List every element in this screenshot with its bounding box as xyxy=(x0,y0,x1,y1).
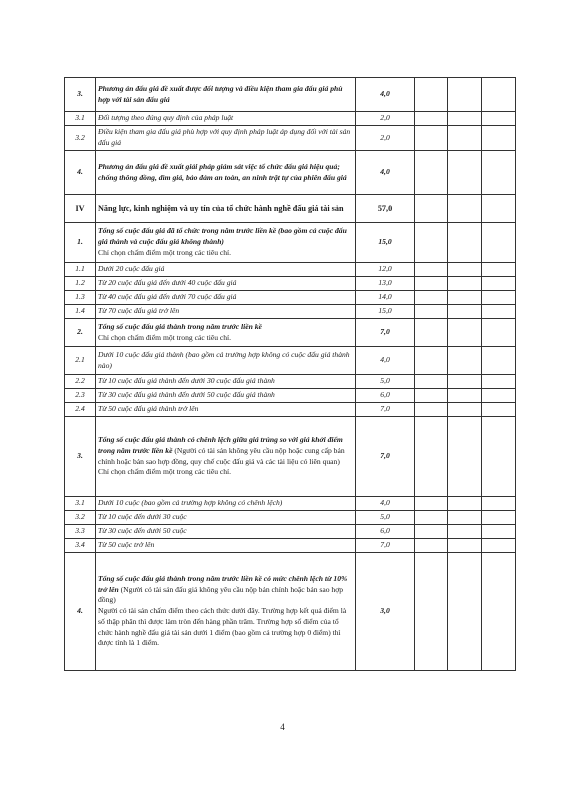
empty-score-cell xyxy=(482,78,516,112)
empty-score-cell xyxy=(448,112,482,126)
max-score: 15,0 xyxy=(356,223,415,263)
empty-score-cell xyxy=(415,319,448,347)
table-row xyxy=(65,151,516,195)
criterion-number: 3.1 xyxy=(65,497,96,511)
criterion-number: 3.2 xyxy=(65,511,96,525)
empty-score-cell xyxy=(448,291,482,305)
criterion-text-cell xyxy=(96,375,356,389)
empty-score-cell xyxy=(448,375,482,389)
criterion-text-cell xyxy=(96,291,356,305)
max-score: 7,0 xyxy=(356,403,415,417)
criterion-text: Từ 50 cuộc trở lên xyxy=(98,540,155,550)
empty-score-cell xyxy=(415,277,448,291)
empty-score-cell xyxy=(448,305,482,319)
criterion-text: Từ 20 cuộc đấu giá đến dưới 40 cuộc đấu giá xyxy=(98,278,237,288)
max-score: 5,0 xyxy=(356,511,415,525)
criterion-text: Từ 50 cuộc đấu giá thành trở lên xyxy=(98,404,199,414)
table-row xyxy=(65,223,516,263)
max-score: 4,0 xyxy=(356,347,415,375)
empty-score-cell xyxy=(482,305,516,319)
criterion-text-cell xyxy=(96,553,356,671)
criterion-number: 2.4 xyxy=(65,403,96,417)
empty-score-cell xyxy=(448,511,482,525)
criterion-text: Dưới 10 cuộc (bao gồm cả trường hợp không có chênh lệch) xyxy=(98,498,283,508)
max-score: 4,0 xyxy=(356,151,415,195)
criterion-number: 1.4 xyxy=(65,305,96,319)
criterion-number: 3.1 xyxy=(65,112,96,126)
max-score: 7,0 xyxy=(356,319,415,347)
criterion-text: Phương án đấu giá đề xuất giải pháp giám sát việc tổ chức đấu giá hiệu quả; chống thông đồng, dìm giá, bảo đảm an toàn, an ninh trật tự của phiên đấu giá xyxy=(98,161,347,182)
empty-score-cell xyxy=(415,126,448,151)
criterion-text: Tổng số cuộc đấu giá thành trong năm trước liền kề xyxy=(98,321,262,331)
empty-score-cell xyxy=(415,195,448,223)
criterion-text-cell xyxy=(96,319,356,347)
criterion-number: 1.3 xyxy=(65,291,96,305)
max-score: 3,0 xyxy=(356,553,415,671)
max-score: 2,0 xyxy=(356,112,415,126)
criterion-text-cell xyxy=(96,497,356,511)
empty-score-cell xyxy=(415,539,448,553)
empty-score-cell xyxy=(415,78,448,112)
criterion-text: Điều kiện tham gia đấu giá phù hợp với quy định pháp luật áp dụng đối với tài sản đấu giá xyxy=(98,127,351,147)
empty-score-cell xyxy=(415,305,448,319)
criterion-text-cell xyxy=(96,112,356,126)
criterion-note: Chỉ chọn chấm điểm một trong các tiêu chí. xyxy=(98,467,232,477)
empty-score-cell xyxy=(415,389,448,403)
empty-score-cell xyxy=(448,223,482,263)
table-row xyxy=(65,263,516,277)
empty-score-cell xyxy=(415,553,448,671)
criterion-text: Dưới 20 cuộc đấu giá xyxy=(98,264,165,274)
criterion-number: 1.2 xyxy=(65,277,96,291)
empty-score-cell xyxy=(415,347,448,375)
empty-score-cell xyxy=(415,223,448,263)
empty-score-cell xyxy=(482,389,516,403)
criterion-text: Đối tượng theo đúng quy định của pháp luật xyxy=(98,113,234,123)
criterion-text: Phương án đấu giá đề xuất được đối tượng và điều kiện tham gia đấu giá phù hợp với tài sản đấu giá xyxy=(98,83,343,104)
max-score: 13,0 xyxy=(356,277,415,291)
criterion-number: 2.2 xyxy=(65,375,96,389)
table-row xyxy=(65,305,516,319)
empty-score-cell xyxy=(448,277,482,291)
empty-score-cell xyxy=(482,263,516,277)
empty-score-cell xyxy=(482,511,516,525)
empty-score-cell xyxy=(482,112,516,126)
empty-score-cell xyxy=(415,417,448,497)
criterion-inline-note: (Người có tài sản không yêu cầu nộp hoặc cung cấp bản chính hoặc bản sao hợp đồng, quy chế cuộc đấu giá và các tài liệu có liên quan) xyxy=(98,445,345,466)
empty-score-cell xyxy=(448,263,482,277)
max-score: 15,0 xyxy=(356,305,415,319)
max-score: 5,0 xyxy=(356,375,415,389)
table-row xyxy=(65,511,516,525)
criterion-number: 3.4 xyxy=(65,539,96,553)
criterion-text: Từ 30 cuộc đến dưới 50 cuộc xyxy=(98,526,187,536)
criterion-text: Từ 40 cuộc đấu giá đến dưới 70 cuộc đấu giá xyxy=(98,292,237,302)
empty-score-cell xyxy=(482,151,516,195)
empty-score-cell xyxy=(448,553,482,671)
criterion-text-cell xyxy=(96,78,356,112)
criterion-text: Năng lực, kinh nghiệm và uy tín của tổ chức hành nghề đấu giá tài sản xyxy=(98,203,344,213)
table-row xyxy=(65,553,516,671)
empty-score-cell xyxy=(415,291,448,305)
empty-score-cell xyxy=(448,195,482,223)
empty-score-cell xyxy=(482,195,516,223)
criterion-note: Chỉ chọn chấm điểm một trong các tiêu chí. xyxy=(98,247,232,257)
empty-score-cell xyxy=(482,497,516,511)
criterion-text-cell xyxy=(96,539,356,553)
scoring-table xyxy=(64,77,516,671)
empty-score-cell xyxy=(482,403,516,417)
empty-score-cell xyxy=(415,511,448,525)
table-row xyxy=(65,112,516,126)
criterion-text-cell xyxy=(96,277,356,291)
criterion-text-cell xyxy=(96,525,356,539)
max-score: 6,0 xyxy=(356,525,415,539)
table-row xyxy=(65,319,516,347)
table-row xyxy=(65,497,516,511)
empty-score-cell xyxy=(482,417,516,497)
empty-score-cell xyxy=(448,539,482,553)
table-row xyxy=(65,347,516,375)
scoring-table-body xyxy=(65,78,516,671)
empty-score-cell xyxy=(448,389,482,403)
empty-score-cell xyxy=(415,112,448,126)
criterion-text: Dưới 10 cuộc đấu giá thành (bao gồm cả trường hợp không có cuộc đấu giá thành nào) xyxy=(98,349,350,370)
empty-score-cell xyxy=(448,417,482,497)
max-score: 4,0 xyxy=(356,497,415,511)
empty-score-cell xyxy=(448,497,482,511)
page-number: 4 xyxy=(280,722,285,732)
empty-score-cell xyxy=(448,78,482,112)
criterion-number: 3.3 xyxy=(65,525,96,539)
max-score: 6,0 xyxy=(356,389,415,403)
max-score: 2,0 xyxy=(356,126,415,151)
max-score: 7,0 xyxy=(356,417,415,497)
criterion-text-cell xyxy=(96,151,356,195)
criterion-number: 1. xyxy=(65,223,96,263)
max-score: 12,0 xyxy=(356,263,415,277)
criterion-text: Tổng số cuộc đấu giá thành có chênh lệch giữa giá trúng so với giá khởi điểm trong năm trước liền kề xyxy=(98,434,343,455)
criterion-text-cell xyxy=(96,511,356,525)
empty-score-cell xyxy=(482,525,516,539)
empty-score-cell xyxy=(482,291,516,305)
table-row xyxy=(65,195,516,223)
empty-score-cell xyxy=(448,151,482,195)
empty-score-cell xyxy=(415,151,448,195)
empty-score-cell xyxy=(415,263,448,277)
criterion-text: Từ 10 cuộc đấu giá thành đến dưới 30 cuộc đấu giá thành xyxy=(98,376,275,386)
criterion-number: 4. xyxy=(65,151,96,195)
empty-score-cell xyxy=(482,223,516,263)
criterion-number: 2.1 xyxy=(65,347,96,375)
criterion-text: Từ 10 cuộc đến dưới 30 cuộc xyxy=(98,512,187,522)
empty-score-cell xyxy=(415,497,448,511)
empty-score-cell xyxy=(482,277,516,291)
table-row xyxy=(65,525,516,539)
criterion-text-cell xyxy=(96,263,356,277)
table-row xyxy=(65,78,516,112)
max-score: 57,0 xyxy=(356,195,415,223)
criterion-number: 2.3 xyxy=(65,389,96,403)
empty-score-cell xyxy=(482,347,516,375)
criterion-number: 2. xyxy=(65,319,96,347)
empty-score-cell xyxy=(448,403,482,417)
empty-score-cell xyxy=(448,347,482,375)
empty-score-cell xyxy=(482,375,516,389)
criterion-number: 3.2 xyxy=(65,126,96,151)
table-row xyxy=(65,539,516,553)
criterion-number: 3. xyxy=(65,417,96,497)
criterion-number: 3. xyxy=(65,78,96,112)
criterion-text-cell xyxy=(96,195,356,223)
criterion-number: 1.1 xyxy=(65,263,96,277)
max-score: 4,0 xyxy=(356,78,415,112)
criterion-note: Chỉ chọn chấm điểm một trong các tiêu chí. xyxy=(98,332,232,342)
empty-score-cell xyxy=(482,553,516,671)
criterion-note: Người có tài sản chấm điểm theo cách thức dưới đây. Trường hợp kết quả điểm là số thập phân thì được làm tròn đến hàng phần trăm. Trường hợp số điểm của tổ chức hành nghề đấu giá tài sản dưới 1 điểm (bao gồm cả trường hợp 0 điểm) thì được tính là 1 điểm. xyxy=(98,606,347,648)
empty-score-cell xyxy=(448,525,482,539)
criterion-text: Tổng số cuộc đấu giá thành trong năm trước liền kề có mức chênh lệch từ 10% trở lên xyxy=(98,573,348,594)
table-row xyxy=(65,277,516,291)
criterion-text-cell xyxy=(96,347,356,375)
empty-score-cell xyxy=(482,319,516,347)
criterion-text: Tổng số cuộc đấu giá đã tổ chức trong năm trước liền kề (bao gồm cả cuộc đấu giá thành và cuộc đấu giá không thành) xyxy=(98,226,347,247)
criterion-text-cell xyxy=(96,126,356,151)
max-score: 7,0 xyxy=(356,539,415,553)
criterion-text: Từ 30 cuộc đấu giá thành đến dưới 50 cuộc đấu giá thành xyxy=(98,390,275,400)
table-row xyxy=(65,126,516,151)
criterion-number: 4. xyxy=(65,553,96,671)
criterion-text: Từ 70 cuộc đấu giá trở lên xyxy=(98,306,180,316)
table-row xyxy=(65,389,516,403)
criterion-text-cell xyxy=(96,389,356,403)
empty-score-cell xyxy=(482,126,516,151)
empty-score-cell xyxy=(415,403,448,417)
criterion-text-cell xyxy=(96,223,356,263)
criterion-number: IV xyxy=(65,195,96,223)
criterion-text-cell xyxy=(96,417,356,497)
empty-score-cell xyxy=(448,319,482,347)
criterion-text-cell xyxy=(96,403,356,417)
table-row xyxy=(65,417,516,497)
empty-score-cell xyxy=(482,539,516,553)
criterion-inline-note: (Người có tài sản đấu giá không yêu cầu nộp bản chính hoặc bản sao hợp đồng) xyxy=(98,584,344,605)
empty-score-cell xyxy=(448,126,482,151)
table-row xyxy=(65,375,516,389)
empty-score-cell xyxy=(415,375,448,389)
max-score: 14,0 xyxy=(356,291,415,305)
empty-score-cell xyxy=(415,525,448,539)
table-row xyxy=(65,403,516,417)
table-row xyxy=(65,291,516,305)
criterion-text-cell xyxy=(96,305,356,319)
